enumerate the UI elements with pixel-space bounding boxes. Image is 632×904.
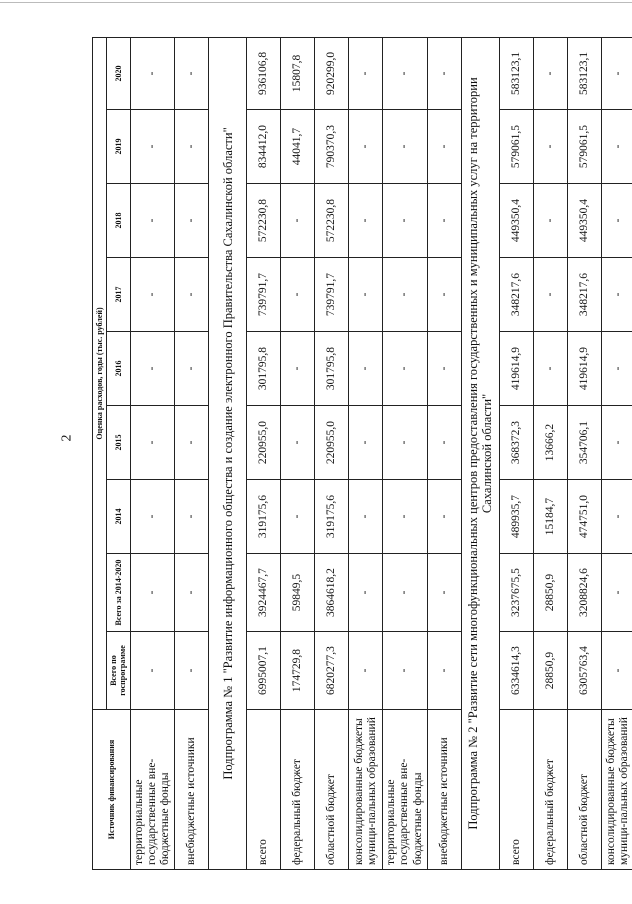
table-cell: - xyxy=(349,110,383,184)
header-row-1 xyxy=(93,37,107,869)
table-cell: 6995007,1 xyxy=(247,632,281,710)
row-label: всего xyxy=(499,710,533,870)
table-cell: - xyxy=(130,406,175,480)
table-cell: 28850,9 xyxy=(533,632,567,710)
table-cell: 489935,7 xyxy=(499,480,533,554)
table-cell: 419614,9 xyxy=(567,332,601,406)
table-cell: - xyxy=(175,184,209,258)
header-year: 2019 xyxy=(107,110,130,184)
table-cell: - xyxy=(130,332,175,406)
table-cell: 790370,3 xyxy=(315,110,349,184)
table-cell: - xyxy=(427,632,461,710)
table-cell: - xyxy=(533,184,567,258)
table-body xyxy=(130,37,632,869)
table-cell: 834412,0 xyxy=(247,110,281,184)
table-cell: - xyxy=(383,554,428,632)
table-cell: - xyxy=(383,480,428,554)
table-cell: - xyxy=(175,37,209,109)
table-row xyxy=(383,37,428,869)
table-row xyxy=(499,37,533,869)
table-cell: 3208824,6 xyxy=(567,554,601,632)
table-cell: - xyxy=(349,37,383,109)
table-cell: 572230,8 xyxy=(247,184,281,258)
table-cell: 920299,0 xyxy=(315,37,349,109)
table-cell: - xyxy=(533,258,567,332)
table-cell: 301795,8 xyxy=(247,332,281,406)
header-year: 2016 xyxy=(107,332,130,406)
table-cell: 174729,8 xyxy=(281,632,315,710)
table-row xyxy=(281,37,315,869)
table-row xyxy=(533,37,567,869)
table-row xyxy=(427,37,461,869)
table-cell: - xyxy=(130,258,175,332)
table-cell: - xyxy=(383,184,428,258)
header-total-period: Всего за 2014-2020 xyxy=(107,554,130,632)
table-cell: 348217,6 xyxy=(567,258,601,332)
table-cell: - xyxy=(281,406,315,480)
table-cell: - xyxy=(383,632,428,710)
table-cell: 6334614,3 xyxy=(499,632,533,710)
table-cell: - xyxy=(427,480,461,554)
row-label: всего xyxy=(247,710,281,870)
table-cell: - xyxy=(601,37,632,109)
table-cell: 319175,6 xyxy=(247,480,281,554)
row-label: территориальные государственные вне-бюджетные фонды xyxy=(130,710,175,870)
table-cell: 449350,4 xyxy=(567,184,601,258)
table-cell: 579061,5 xyxy=(567,110,601,184)
row-label: территориальные государственные вне-бюджетные фонды xyxy=(383,710,428,870)
table-cell: - xyxy=(383,406,428,480)
table-cell: - xyxy=(349,332,383,406)
row-label: областной бюджет xyxy=(567,710,601,870)
table-cell: - xyxy=(175,632,209,710)
subprogram-row xyxy=(209,37,247,869)
table-cell: 3237675,5 xyxy=(499,554,533,632)
table-cell: - xyxy=(601,332,632,406)
table-cell: - xyxy=(533,332,567,406)
table-cell: 739791,7 xyxy=(315,258,349,332)
table-cell: - xyxy=(601,554,632,632)
table-cell: 449350,4 xyxy=(499,184,533,258)
table-cell: - xyxy=(601,480,632,554)
table-row xyxy=(130,37,175,869)
table-cell: - xyxy=(175,480,209,554)
table-cell: - xyxy=(349,480,383,554)
table-cell: 28850,9 xyxy=(533,554,567,632)
table-cell: - xyxy=(427,258,461,332)
row-label: внебюджетные источники xyxy=(427,710,461,870)
table-cell: - xyxy=(281,184,315,258)
table-row xyxy=(247,37,281,869)
table-cell: 13666,2 xyxy=(533,406,567,480)
table-cell: - xyxy=(533,37,567,109)
table-cell: - xyxy=(349,406,383,480)
table-cell: - xyxy=(130,184,175,258)
table-row xyxy=(601,37,632,869)
table-cell: 936106,8 xyxy=(247,37,281,109)
table-cell: 739791,7 xyxy=(247,258,281,332)
table-cell: - xyxy=(427,554,461,632)
table-cell: - xyxy=(130,554,175,632)
table-cell: 348217,6 xyxy=(499,258,533,332)
table-cell: - xyxy=(601,258,632,332)
table-cell: 354706,1 xyxy=(567,406,601,480)
table-cell: - xyxy=(175,406,209,480)
header-year: 2014 xyxy=(107,480,130,554)
table-cell: - xyxy=(281,480,315,554)
table-cell: 572230,8 xyxy=(315,184,349,258)
table-cell: 583123,1 xyxy=(567,37,601,109)
subprogram-title: Подпрограмма № 1 "Развитие информационного общества и создание электронного Правительства Сахалинской области" xyxy=(209,37,247,869)
header-total-program: Всего по госпрограмме xyxy=(107,632,130,710)
table-cell: 579061,5 xyxy=(499,110,533,184)
table-cell: - xyxy=(130,480,175,554)
row-label: консолидированные бюджеты муници-пальных образований xyxy=(601,710,632,870)
table-cell: - xyxy=(349,632,383,710)
table-cell: - xyxy=(427,332,461,406)
header-source: Источник финансирования xyxy=(93,710,131,870)
table-cell: - xyxy=(281,258,315,332)
table-cell: 583123,1 xyxy=(499,37,533,109)
subprogram-title: Подпрограмма № 2 "Развитие сети многофункциональных центров предоставления государственных и муниципальных услуг на территории Сахалинской области" xyxy=(461,37,499,869)
table-cell: - xyxy=(601,406,632,480)
row-label: областной бюджет xyxy=(315,710,349,870)
table-cell: 301795,8 xyxy=(315,332,349,406)
table-cell: - xyxy=(281,332,315,406)
table-cell: - xyxy=(175,110,209,184)
table-cell: - xyxy=(130,632,175,710)
financing-table xyxy=(92,37,632,870)
table-cell: 6305763,4 xyxy=(567,632,601,710)
subprogram-row xyxy=(461,37,499,869)
table-cell: 319175,6 xyxy=(315,480,349,554)
table-cell: - xyxy=(175,554,209,632)
table-cell: 474751,0 xyxy=(567,480,601,554)
table-cell: - xyxy=(175,332,209,406)
table-cell: 3864618,2 xyxy=(315,554,349,632)
table-cell: - xyxy=(349,258,383,332)
header-year: 2020 xyxy=(107,37,130,109)
row-label: федеральный бюджет xyxy=(533,710,567,870)
table-cell: - xyxy=(175,258,209,332)
table-cell: - xyxy=(130,37,175,109)
table-cell: 44041,7 xyxy=(281,110,315,184)
table-cell: - xyxy=(601,184,632,258)
table-cell: - xyxy=(383,332,428,406)
table-cell: - xyxy=(427,406,461,480)
table-cell: - xyxy=(533,110,567,184)
table-cell: - xyxy=(601,632,632,710)
header-year: 2017 xyxy=(107,258,130,332)
table-cell: 220955,0 xyxy=(247,406,281,480)
table-cell: 59849,5 xyxy=(281,554,315,632)
table-cell: - xyxy=(427,37,461,109)
table-cell: - xyxy=(349,554,383,632)
table-row xyxy=(175,37,209,869)
table-cell: - xyxy=(383,37,428,109)
header-year: 2015 xyxy=(107,406,130,480)
row-label: федеральный бюджет xyxy=(281,710,315,870)
table-cell: - xyxy=(427,184,461,258)
table-row xyxy=(349,37,383,869)
rotated-table-area xyxy=(92,38,631,870)
table-cell: - xyxy=(427,110,461,184)
table-row xyxy=(567,37,601,869)
table-cell: - xyxy=(130,110,175,184)
row-label: внебюджетные источники xyxy=(175,710,209,870)
scan-edge-line xyxy=(0,2,632,3)
table-cell: 15807,8 xyxy=(281,37,315,109)
page-number: 2 xyxy=(59,434,75,442)
header-estimate: Оценка расходов, годы (тыс. рублей) xyxy=(93,37,107,709)
table-cell: 220955,0 xyxy=(315,406,349,480)
row-label: консолидированные бюджеты муници-пальных образований xyxy=(349,710,383,870)
table-cell: 15184,7 xyxy=(533,480,567,554)
table-cell: 6820277,3 xyxy=(315,632,349,710)
table-cell: - xyxy=(601,110,632,184)
table-cell: - xyxy=(383,110,428,184)
table-row xyxy=(315,37,349,869)
header-year: 2018 xyxy=(107,184,130,258)
table-cell: 419614,9 xyxy=(499,332,533,406)
table-cell: - xyxy=(349,184,383,258)
table-cell: 3924467,7 xyxy=(247,554,281,632)
table-cell: - xyxy=(383,258,428,332)
table-cell: 368372,3 xyxy=(499,406,533,480)
